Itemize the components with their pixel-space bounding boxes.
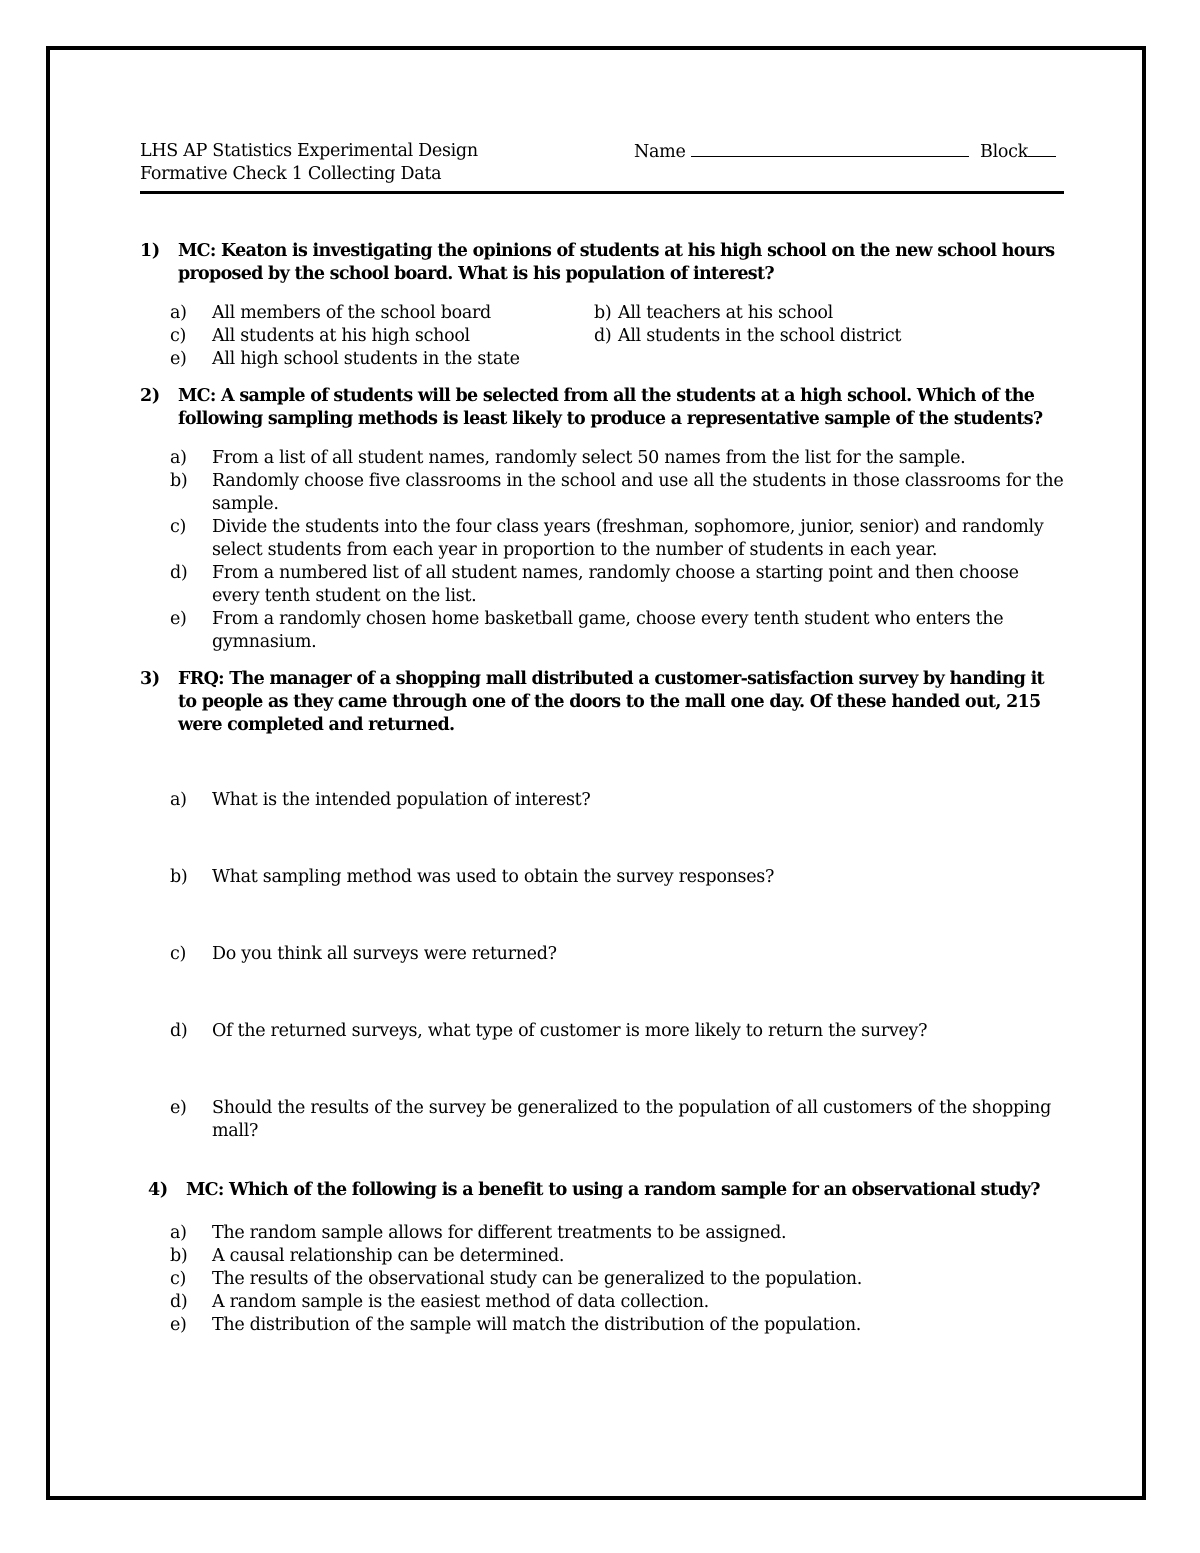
part-text: Do you think all surveys were returned? (212, 944, 557, 964)
part-text: Of the returned surveys, what type of customer is more likely to return the survey? (212, 1021, 928, 1041)
header-line-1: LHS AP Statistics Experimental Design (140, 141, 478, 161)
name-label: Name (634, 142, 686, 162)
option-label: d) (170, 1292, 188, 1312)
question-number: 2) (140, 386, 160, 406)
option-d[interactable] (594, 325, 994, 348)
answer-options (170, 1222, 1064, 1337)
option-label: c) (170, 1269, 187, 1289)
part-text: What sampling method was used to obtain the survey responses? (212, 867, 775, 887)
part-a (170, 789, 1064, 812)
answer-options (170, 447, 1064, 654)
block-field[interactable] (1028, 140, 1056, 157)
option-text: The distribution of the sample will match the distribution of the population. (212, 1315, 862, 1335)
header-rule (140, 191, 1064, 194)
option-b[interactable] (170, 470, 1064, 516)
option-text: All high school students in the state (212, 349, 520, 369)
option-a[interactable] (170, 302, 594, 325)
option-c[interactable] (170, 516, 1064, 562)
option-text: All students at his high school (212, 326, 470, 346)
question-4 (140, 1179, 1064, 1337)
option-d[interactable] (170, 562, 1064, 608)
question-number: 4) (148, 1180, 168, 1200)
option-label: d) (170, 563, 188, 583)
option-d[interactable] (170, 1291, 1064, 1314)
option-text: The results of the observational study can be generalized to the population. (212, 1269, 863, 1289)
option-text: From a list of all student names, randomly select 50 names from the list for the sample. (212, 448, 966, 468)
part-d (170, 1020, 1064, 1043)
question-number: 3) (140, 669, 160, 689)
option-label: c) (170, 517, 187, 537)
option-text: A causal relationship can be determined. (212, 1246, 565, 1266)
part-text: Should the results of the survey be generalized to the population of all customers of the shopping mall? (212, 1098, 1052, 1141)
option-label: b) (170, 471, 188, 491)
part-label: e) (170, 1098, 187, 1118)
option-b[interactable] (170, 1245, 1064, 1268)
question-3 (140, 668, 1064, 1143)
option-text: All teachers at his school (618, 303, 833, 323)
answer-options (170, 302, 1064, 371)
question-text: MC: A sample of students will be selected from all the students at a high school. Which of the following sampling methods is least likely to produce a representative sample of the students? (178, 386, 1043, 429)
option-label: d) (594, 326, 612, 346)
option-text: The random sample allows for different treatments to be assigned. (212, 1223, 787, 1243)
option-e[interactable] (170, 608, 1064, 654)
block-label: Block (980, 142, 1028, 162)
part-c (170, 943, 1064, 966)
option-label: e) (170, 349, 187, 369)
option-label: b) (170, 1246, 188, 1266)
part-label: a) (170, 790, 187, 810)
option-label: e) (170, 1315, 187, 1335)
header-line-2: Formative Check 1 Collecting Data (140, 164, 442, 184)
option-e[interactable] (170, 348, 594, 371)
question-number: 1) (140, 241, 160, 261)
question-text: FRQ: The manager of a shopping mall distributed a customer-satisfaction survey by handing it to people as they came through one of the doors to the mall one day. Of these handed out, 215 were completed and returned. (178, 669, 1044, 735)
option-text: A random sample is the easiest method of data collection. (212, 1292, 709, 1312)
option-a[interactable] (170, 1222, 1064, 1245)
name-field[interactable] (691, 140, 969, 157)
question-text: MC: Keaton is investigating the opinions of students at his high school on the new school hours proposed by the school board. What is his population of interest? (178, 241, 1055, 284)
option-text: From a randomly chosen home basketball game, choose every tenth student who enters the gymnasium. (212, 609, 1004, 652)
worksheet (140, 140, 1064, 1337)
part-b (170, 866, 1064, 889)
part-e (170, 1097, 1064, 1143)
worksheet-header (140, 140, 1064, 188)
option-label: a) (170, 1223, 187, 1243)
option-label: e) (170, 609, 187, 629)
part-text: What is the intended population of interest? (212, 790, 591, 810)
option-label: c) (170, 326, 187, 346)
option-text: Randomly choose five classrooms in the school and use all the students in those classrooms for the sample. (212, 471, 1064, 514)
part-label: d) (170, 1021, 188, 1041)
question-2 (140, 385, 1064, 654)
option-b[interactable] (594, 302, 994, 325)
option-text: All members of the school board (212, 303, 491, 323)
option-label: a) (170, 303, 187, 323)
option-label: a) (170, 448, 187, 468)
option-e[interactable] (170, 1314, 1064, 1337)
question-text: MC: Which of the following is a benefit to using a random sample for an observational study? (186, 1180, 1040, 1200)
option-text: All students in the school district (618, 326, 902, 346)
option-text: Divide the students into the four class years (freshman, sophomore, junior, senior) and randomly select students from each year in proportion to the number of students in each year. (212, 517, 1044, 560)
part-label: b) (170, 867, 188, 887)
option-label: b) (594, 303, 612, 323)
option-c[interactable] (170, 1268, 1064, 1291)
header-fields (634, 140, 1056, 164)
option-c[interactable] (170, 325, 594, 348)
question-1 (140, 240, 1064, 371)
part-label: c) (170, 944, 187, 964)
option-a[interactable] (170, 447, 1064, 470)
header-title (140, 140, 478, 186)
free-response-parts (170, 789, 1064, 1143)
option-text: From a numbered list of all student names, randomly choose a starting point and then choose every tenth student on the list. (212, 563, 1019, 606)
